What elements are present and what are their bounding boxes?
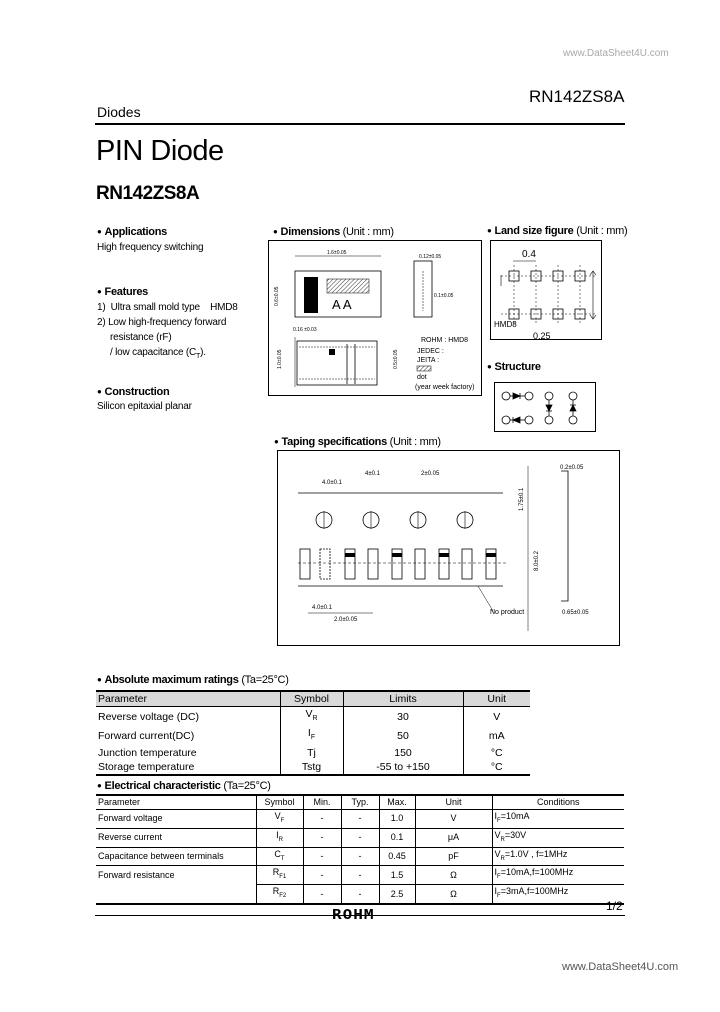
applications-heading: ● Applications	[97, 226, 167, 238]
svg-text:2.0±0.05: 2.0±0.05	[334, 617, 358, 623]
land-dim-025: 0.25	[533, 331, 551, 341]
watermark-top: www.DataSheet4U.com	[563, 48, 669, 59]
table-row: Reverse voltage (DC) $V_R$ 30 V	[96, 707, 530, 727]
header-category: Diodes	[97, 104, 141, 120]
jeita-label: JEITA :	[417, 357, 440, 364]
abs-max-header-row	[96, 691, 530, 707]
header-rule	[95, 123, 625, 125]
abs-max-heading: ● Absolute maximum ratings (Ta=25°C)	[97, 674, 289, 686]
construction-text: Silicon epitaxial planar	[97, 401, 192, 412]
package-drawing	[269, 241, 483, 397]
col-unit: Unit	[463, 691, 530, 707]
table-row: Junction temperature Tj 150 °C	[96, 745, 530, 760]
applications-text: High frequency switching	[97, 242, 204, 253]
svg-text:0.65±0.05: 0.65±0.05	[562, 610, 589, 616]
svg-text:4.0±0.1: 4.0±0.1	[322, 480, 342, 486]
elec-header-row: Parameter Symbol Min. Typ. Max. Unit Conditions	[96, 795, 624, 810]
structure-figure	[494, 382, 596, 432]
marking-text: A A	[332, 297, 352, 312]
tape-drawing	[278, 451, 621, 647]
rohm-label: ROHM : HMD8	[421, 337, 469, 344]
features-line-3: resistance (rF)	[110, 332, 172, 343]
table-row: Forward voltage $V_F$ - - 1.0 V $I_F=10mA$	[96, 810, 624, 829]
svg-text:0.2±0.05: 0.2±0.05	[560, 465, 584, 471]
land-dim-04: 0.4	[522, 249, 536, 260]
features-line-2: 2) Low high-frequency forward	[97, 317, 227, 328]
svg-text:1.0±0.05: 1.0±0.05	[277, 349, 283, 369]
svg-text:1.75±0.1: 1.75±0.1	[519, 487, 525, 511]
svg-text:4±0.1: 4±0.1	[365, 471, 380, 477]
page-number: 1/2	[606, 899, 623, 913]
table-row: Reverse current $I_R$ - - 0.1 μA $V_R=30V$	[96, 828, 624, 847]
construction-heading: ● Construction	[97, 386, 169, 398]
dimensions-figure	[268, 240, 482, 396]
page-title: PIN Diode	[96, 135, 224, 167]
table-row: Forward resistance $R_{F1}$ - - 1.5 Ω $I_F=10mA,f=100MHz$	[96, 866, 624, 885]
land-size-heading: ● Land size figure (Unit : mm)	[487, 225, 627, 237]
dot-label: dot	[417, 374, 427, 381]
dimensions-heading: ● Dimensions (Unit : mm)	[273, 226, 394, 238]
svg-text:8.0±0.2: 8.0±0.2	[534, 551, 540, 571]
diode-symbols	[495, 383, 597, 433]
abs-max-table	[96, 690, 530, 776]
col-parameter: Parameter	[96, 691, 280, 707]
elec-table	[96, 794, 624, 905]
no-product-label: No product	[490, 609, 525, 616]
taping-figure	[277, 450, 620, 646]
svg-text:4.0±0.1: 4.0±0.1	[312, 605, 332, 611]
structure-heading: ● Structure	[487, 361, 541, 373]
table-row: Storage temperature Tstg -55 to +150 °C	[96, 760, 530, 775]
svg-text:1.6±0.05: 1.6±0.05	[327, 250, 347, 256]
col-limits: Limits	[343, 691, 463, 707]
features-line-4: / low capacitance $(C_T)$.	[110, 347, 206, 360]
header-part: RN142ZS8A	[529, 87, 625, 106]
taping-heading: ● Taping specifications (Unit : mm)	[274, 436, 441, 448]
jedec-label: JEDEC :	[417, 348, 444, 355]
svg-text:0.16 ±0.03: 0.16 ±0.03	[293, 327, 317, 333]
svg-text:0.12±0.05: 0.12±0.05	[419, 254, 442, 260]
svg-text:0.1±0.05: 0.1±0.05	[434, 293, 454, 299]
rohm-logo: ROHM	[332, 906, 375, 923]
features-heading: ● Features	[97, 286, 148, 298]
table-row: Capacitance between terminals $C_T$ - - 0.45 pF $V_R=1.0V$ , f=1MHz	[96, 847, 624, 866]
table-row: Forward current(DC) $I_F$ 50 mA	[96, 726, 530, 745]
land-size-figure	[490, 240, 602, 340]
elec-heading: ● Electrical characteristic (Ta=25°C)	[97, 780, 271, 792]
land-hmd8-label: HMD8	[494, 320, 517, 329]
table-row: $R_{F2}$ - - 2.5 Ω $I_F=3mA,f=100MHz$	[96, 885, 624, 904]
watermark-bottom: www.DataSheet4U.com	[562, 961, 679, 973]
svg-text:0.6±0.05: 0.6±0.05	[274, 286, 280, 306]
svg-text:0.5±0.05: 0.5±0.05	[393, 349, 399, 369]
svg-text:2±0.05: 2±0.05	[421, 471, 440, 477]
year-week-label: (year week factory)	[415, 384, 475, 391]
part-number: RN142ZS8A	[96, 183, 200, 204]
col-symbol: Symbol	[280, 691, 343, 707]
features-line-1: 1) Ultra small mold type HMD8	[97, 302, 238, 313]
